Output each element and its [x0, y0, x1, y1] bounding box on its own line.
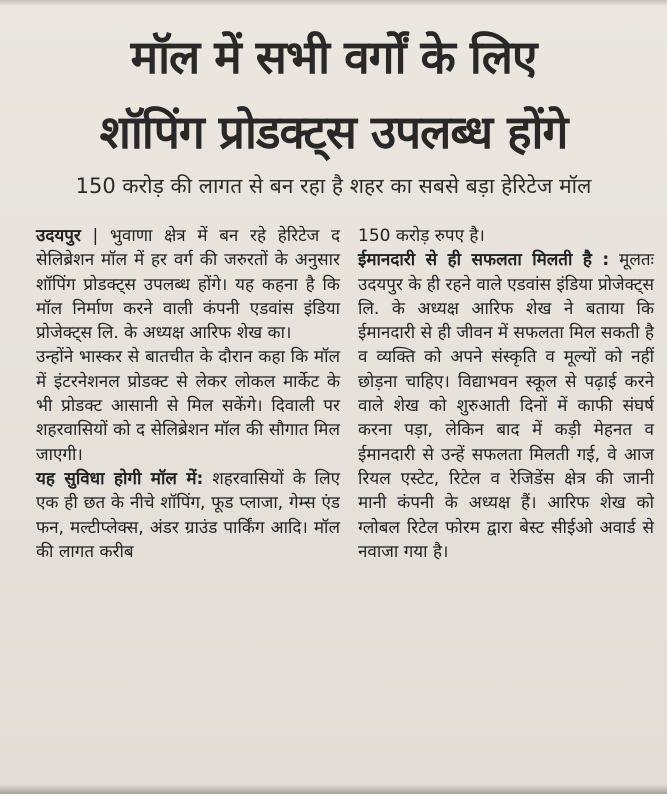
paragraph-intro-text: भुवाणा क्षेत्र में बन रहे हेरिटेज द सेलिब्रेशन मॉल में हर वर्ग की जरुरतों के अनुसार शॉपिंग प्रोडक्ट्स उपलब्ध होंगे। यह कहना है कि मॉल निर्माण करने वाली कंपनी एडवांस इंडिया प्रोजेक्ट्स लि. के अध्यक्ष आरिफ शेख का।	[36, 226, 340, 344]
paragraph-honesty	[358, 248, 654, 564]
dateline: उदयपुर	[36, 226, 81, 246]
scan-edge	[0, 0, 667, 6]
deck-subheadline: 150 करोड़ की लागत से बन रहा है शहर का सबसे बड़ा हेरिटेज मॉल	[75, 174, 592, 198]
paragraph-facilities-text: शहरवासियों के लिए एक ही छत के नीचे शॉपिंग, फूड प्लाजा, गेम्स एंड फन, मल्टीप्लेक्स, अंडर ग्राउंड पार्किंग आदि। मॉल की लागत करीब	[36, 468, 340, 562]
subheading-honesty: ईमानदारी से ही सफलता मिलती है :	[358, 250, 610, 271]
headline-line-2: शॉपिंग प्रोडक्ट्स उपलब्ध होंगे	[99, 105, 568, 159]
scan-bottom-edge	[0, 784, 667, 794]
paragraph-honesty-text: मूलतः उदयपुर के ही रहने वाले एडवांस इंडिया प्रोजेक्ट्स लि. के अध्यक्ष आरिफ शेख ने बताया कि ईमानदारी से ही जीवन में सफलता मिल सकती है व व्यक्ति को अपने संस्कृति व मूल्यों को नहीं छोड़ना चाहिए। विद्याभवन स्कूल से पढ़ाई करने वाले शेख को शुरुआती दिनों में काफी संघर्ष करना पड़ा, लेकिन बाद में कड़ी मेहनत व ईमानदारी से उन्हें सफलता मिलती गई, वे आज रियल एस्टेट, रिटेल व रेजिडेंस क्षेत्र की जानी मानी कंपनी के अध्यक्ष हैं। आरिफ शेख को ग्लोबल रिटेल फोरम द्वारा बेस्ट सीईओ अवार्ड से नवाजा गया है।	[358, 250, 654, 562]
subheading-facilities: यह सुविधा होगी मॉल में:	[36, 468, 204, 489]
article-column-right	[358, 224, 654, 564]
paragraph-interview: उन्होंने भास्कर से बातचीत के दौरान कहा कि मॉल में इंटरनेशनल प्रोडक्ट से लेकर लोकल मार्केट के भी प्रोडक्ट आसानी से मिल सकेंगे। दिवाली पर शहरवासियों को द सेलिब्रेशन मॉल की सौगात मिल जाएगी।	[36, 347, 340, 465]
paragraph-intro: उदयपुर | भुवाणा क्षेत्र में बन रहे हेरिटेज द सेलिब्रेशन मॉल में हर वर्ग की जरुरतों के अनुसार शॉपिंग प्रोडक्ट्स उपलब्ध होंगे। यह कहना है कि मॉल निर्माण करने वाली कंपनी एडवांस इंडिया प्रोजेक्ट्स लि. के अध्यक्ष आरिफ शेख का।	[36, 226, 340, 344]
paragraph-facilities	[36, 467, 340, 564]
paragraph-cost: 150 करोड़ रुपए है।	[358, 226, 485, 246]
article-column-left	[36, 224, 340, 564]
headline-line-1: मॉल में सभी वर्गों के लिए	[130, 30, 537, 84]
